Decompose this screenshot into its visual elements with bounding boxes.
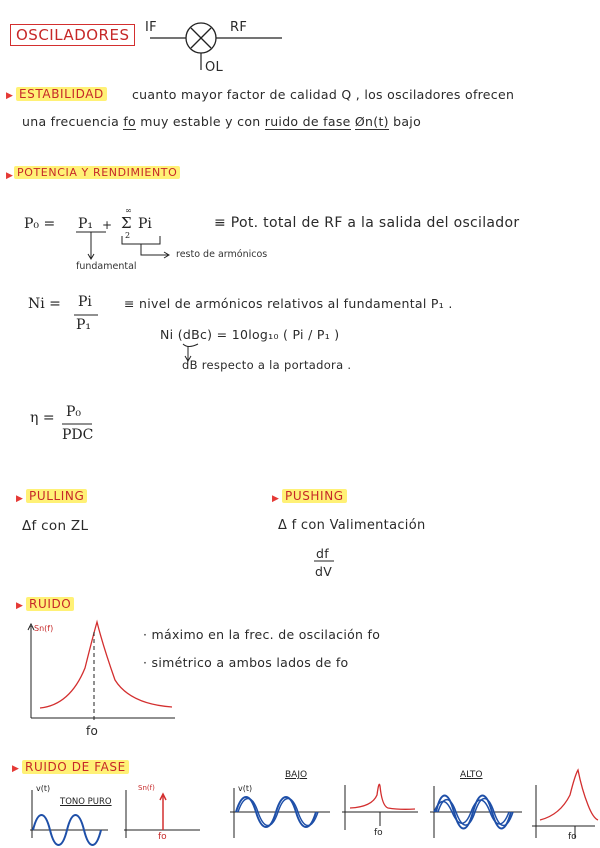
alto-graph	[430, 770, 598, 838]
mixer-if-label: IF	[145, 20, 157, 35]
bullet-icon: ▶	[12, 764, 19, 774]
ni-den: P₁	[76, 317, 92, 333]
p0-plus: +	[102, 218, 113, 232]
p0-sum: Σ	[121, 214, 132, 232]
tono-v-label: v(t)	[36, 784, 51, 793]
fundamental-bracket	[76, 232, 106, 258]
ni-num: Pi	[78, 294, 92, 310]
tono-puro-label: TONO PURO	[60, 797, 112, 807]
pushing-frac-num: df	[316, 546, 329, 561]
alto-label: ALTO	[460, 770, 483, 780]
bullet-icon: ▶	[6, 171, 13, 181]
ni-lhs: Ni =	[28, 296, 61, 312]
pushing-text: Δ f con Valimentación	[278, 518, 426, 533]
ni-desc: ≡ nivel de armónicos relativos al fundamental P₁ .	[124, 296, 453, 311]
p0-lhs: P₀ =	[24, 216, 56, 232]
resto-label: resto de armónicos	[176, 249, 268, 260]
alto-f0-label: fo	[568, 832, 577, 842]
db-label: dB respecto a la portadora .	[182, 358, 352, 372]
mixer-rf-label: RF	[230, 20, 248, 35]
eta-num: P₀	[66, 404, 82, 420]
pulling-text: Δf con ZL	[22, 518, 89, 534]
bajo-graph	[230, 784, 418, 838]
ruido-heading: RUIDO	[26, 597, 74, 611]
p0-pi: Pi	[138, 216, 152, 232]
bajo-f0-label: fo	[374, 828, 383, 838]
p0-desc: ≡ Pot. total de RF a la salida del oscilador	[214, 215, 520, 231]
tono-sn-label: Sn(f)	[138, 784, 155, 792]
bullet-icon: ▶	[6, 91, 13, 101]
ruido-bullet2: · simétrico a ambos lados de fo	[143, 655, 349, 670]
bajo-v-label: v(t)	[238, 784, 253, 793]
fundamental-label: fundamental	[76, 261, 137, 272]
bullet-icon: ▶	[272, 494, 279, 504]
bullet-icon: ▶	[16, 494, 23, 504]
ruido-fase-heading: RUIDO DE FASE	[22, 760, 129, 774]
ni-dbc: Ni (dBc) = 10log₁₀ ( Pi / P₁ )	[160, 327, 340, 342]
tono-puro-graph	[30, 790, 200, 845]
p0-p1: P₁	[78, 216, 94, 232]
pulling-heading: PULLING	[26, 489, 87, 503]
eta-den: PDC	[62, 427, 94, 443]
p0-sum-top: ∞	[125, 206, 132, 215]
ruido-axis-label: Sn(f)	[34, 624, 54, 633]
estabilidad-line1: cuanto mayor factor de calidad Q , los osciladores ofrecen	[132, 87, 515, 102]
eta-lhs: η =	[30, 410, 55, 426]
pushing-heading: PUSHING	[282, 489, 347, 503]
p0-sum-bot: 2	[125, 231, 131, 240]
bullet-icon: ▶	[16, 601, 23, 611]
page-title: OSCILADORES	[10, 24, 135, 46]
ruido-bullet1: · máximo en la frec. de oscilación fo	[143, 627, 381, 642]
ruido-f0-label: fo	[86, 724, 99, 738]
bajo-label: BAJO	[285, 770, 308, 780]
estabilidad-heading: ESTABILIDAD	[16, 87, 107, 101]
mixer-ol-label: OL	[205, 60, 224, 75]
potencia-heading: POTENCIA Y RENDIMIENTO	[14, 166, 180, 179]
estabilidad-line2: una frecuencia fo muy estable y con ruido de fase Øn(t) bajo	[22, 114, 422, 129]
tono-f0-label: fo	[158, 832, 167, 842]
pushing-frac-den: dV	[315, 564, 333, 579]
